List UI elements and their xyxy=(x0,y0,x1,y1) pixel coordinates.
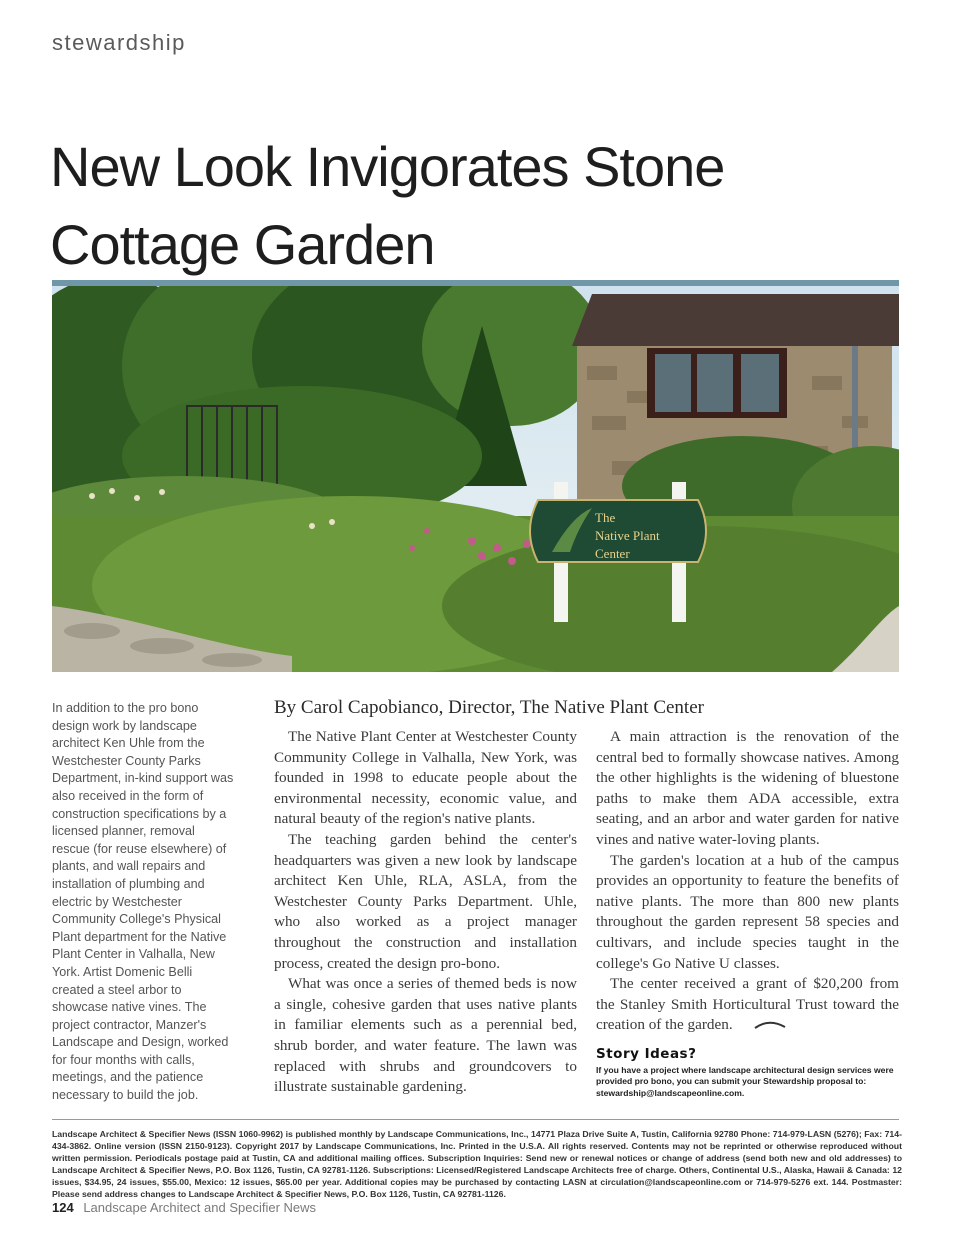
article-column-2 xyxy=(596,727,899,1036)
page-footer xyxy=(52,1200,316,1215)
article-paragraph: A main attraction is the renovation of the central bed to formally showcase natives. Among the other highlights is the widening of bluestone paths to make them ADA accessible, extra seating, and an arbor and water garden for native vines and native water-loving plants. xyxy=(596,728,899,848)
publication-name: Landscape Architect and Specifier News xyxy=(83,1200,317,1215)
article-paragraph xyxy=(596,974,899,1036)
sign-text-line2: Native Plant xyxy=(595,528,660,543)
article-paragraph: What was once a series of themed beds is now a single, cohesive garden that uses native plants in familiar elements such as a perennial bed, shrub border, and water feature. The lawn was replaced with shrubs and groundcovers to illustrate sustainable gardening. xyxy=(274,975,577,1096)
section-label: stewardship xyxy=(52,30,186,55)
article-paragraph-text: The center received a grant of $20,200 from the Stanley Smith Horticultural Trust toward the creation of the garden. xyxy=(596,975,899,1034)
article-paragraph: The garden's location at a hub of the campus provides an opportunity to feature the benefits of native plants. The more than 800 new plants throughout the garden represent 58 species and cultivars, and include species taught in the college's Go Native U classes. xyxy=(596,851,899,972)
garden-photo-illustration xyxy=(52,286,899,672)
story-ideas-title: Story Ideas? xyxy=(596,1046,697,1062)
story-ideas-text: If you have a project where landscape architectural design services were provided pro bono, you can submit your Stewardship proposal to: stewardship@landscapeonline.com. xyxy=(596,1065,894,1098)
sign-text-line1: The xyxy=(595,510,616,525)
sign-text-line3: Center xyxy=(595,546,630,561)
story-ideas-box xyxy=(596,1046,902,1099)
publication-fine-print: Landscape Architect & Specifier News (ISSN 1060-9962) is published monthly by Landscape Communications, Inc., 14771 Plaza Drive Suite A, Tustin, California 92780 Phone: 714-979-LASN (5276); Fax: 714-434-3862. Online version (ISSN 2150-9123). Copyright 2017 by Landscape Communications, Inc. Printed in the U.S.A. All rights reserved. Contents may not be reprinted or otherwise reproduced without written permission. Periodicals postage paid at Tustin, CA and additional mailing offices. Subscription Inquiries: Send new or renewal notices or change of address (send both new and old addresses) to Landscape Architect & Specifier News, P.O. Box 1126, Tustin, CA 92781-1126. Subscriptions: Licensed/Registered Landscape Architects free of charge. Others, Continental U.S., Alaska, Hawaii & Canada: 12 issues, $34.95, 24 issues, $55.00, Mexico: 12 issues, $65.00 per year. Additional copies may be purchased by contacting LASN at circulation@landscapeonline.com or 714-979-5276 ext. 144. Postmaster: Please send address changes to Landscape Architect & Specifier News, P.O. Box 1126, Tustin, CA 92781-1126. xyxy=(52,1129,902,1200)
article-paragraph: The Native Plant Center at Westchester County Community College in Valhalla, New York, was founded in 1998 to educate people about the environmental necessity, economic value, and natural beauty of the region's native plants. xyxy=(274,728,577,828)
article-paragraph: The teaching garden behind the center's headquarters was given a new look by landscape architect Ken Uhle, RLA, ASLA, from the Westchester County Parks Department. Uhle, who also worked as a project manager throughout the construction and installation process, created the design pro-bono. xyxy=(274,830,577,972)
garden-photo xyxy=(52,280,899,672)
footer-divider xyxy=(52,1119,899,1120)
page-title: New Look Invigorates Stone Cottage Garden xyxy=(50,135,725,276)
end-mark-icon xyxy=(739,1016,787,1037)
article-column-1 xyxy=(274,727,577,1098)
byline: By Carol Capobianco, Director, The Native Plant Center xyxy=(274,697,704,718)
page-number: 124 xyxy=(52,1200,74,1215)
sidebar-caption: In addition to the pro bono design work by landscape architect Ken Uhle from the Westchester County Parks Department, in-kind support was also received in the form of construction specifications by a licensed planner, removal rescue (for reuse elsewhere) of plants, and wall repairs and installation of plumbing and electric by Westchester Community College's Physical Plant department for the Native Plant Center in Valhalla, New York. Artist Domenic Belli created a steel arbor to showcase native vines. The project contractor, Manzer's Landscape and Design, worked for four months with calls, meetings, and the patience necessary to build the job. xyxy=(52,701,234,1103)
